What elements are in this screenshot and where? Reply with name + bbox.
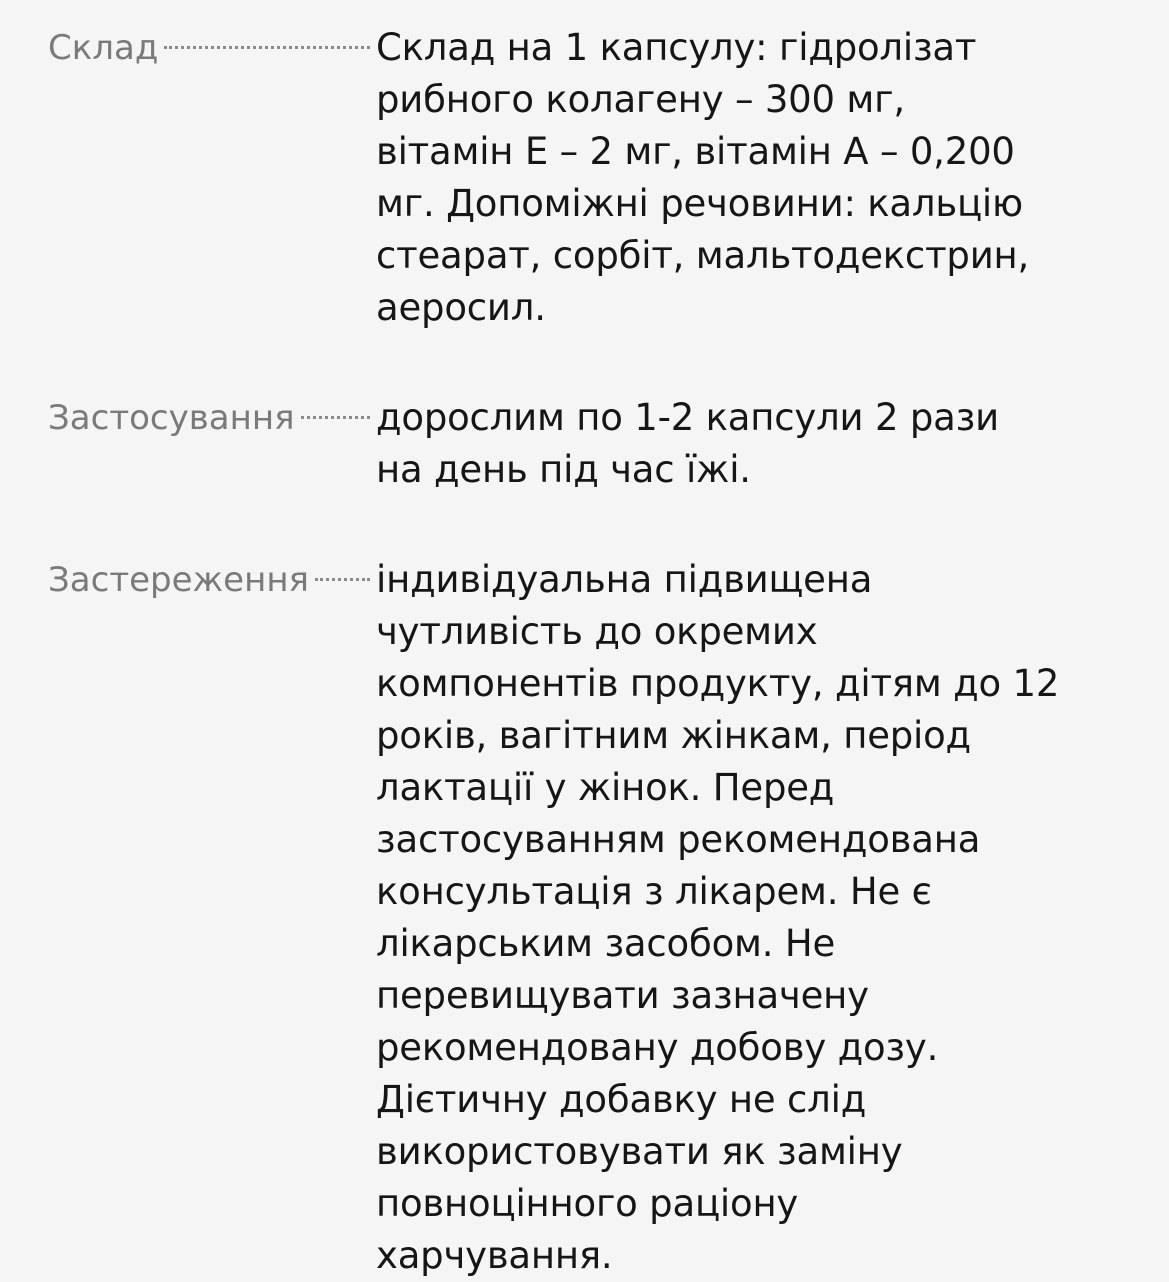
spec-value-line: на день під час їжі. [376,448,751,491]
spec-value-line: Склад на 1 капсулу: гідролізат [376,26,977,69]
spec-value-line: дорослим по 1-2 капсули 2 рази [376,396,999,439]
spec-value [376,22,1169,334]
spec-value-line: чутливість до окремих [376,610,818,653]
spec-value-line: стеарат, сорбіт, мальтодекстрин, [376,234,1030,277]
spec-value-line: років, вагітним жінкам, період [376,714,971,757]
spec-value-line: перевищувати зазначену [376,974,869,1017]
spec-value-line: повноцінного раціону [376,1182,799,1225]
spec-value [376,554,1169,1282]
spec-row-usage [0,392,1169,496]
spec-label-text: Застосування [48,398,295,438]
spec-value-line: Дієтичну добавку не слід [376,1078,867,1121]
spec-label-text: Застереження [48,560,310,600]
spec-value-line: мг. Допоміжні речовини: кальцію [376,182,1023,225]
spec-label-text: Склад [48,28,159,68]
spec-row-warnings [0,554,1169,1282]
dotted-leader [301,416,370,419]
spec-value-line: консультація з лікарем. Не є [376,870,932,913]
spec-value-line: аеросил. [376,286,546,329]
spec-label [0,392,376,444]
spec-value-line: використовувати як заміну [376,1130,903,1173]
spec-value-line: лактації у жінок. Перед [376,766,835,809]
spec-value-line: вітамін Е – 2 мг, вітамін А – 0,200 [376,130,1015,173]
spec-value-line: рибного колагену – 300 мг, [376,78,905,121]
spec-row-composition [0,22,1169,334]
spec-value-line: рекомендовану добову дозу. [376,1026,939,1069]
spec-value-line: застосуванням рекомендована [376,818,981,861]
dotted-leader [315,578,370,581]
dotted-leader [164,46,370,49]
spec-label [0,22,376,74]
spec-label [0,554,376,606]
spec-value-line: лікарським засобом. Не [376,922,836,965]
spec-value [376,392,1169,496]
spec-value-line: компонентів продукту, дітям до 12 [376,662,1060,705]
spec-value-line: харчування. [376,1234,613,1277]
spec-value-line: індивідуальна підвищена [376,558,873,601]
